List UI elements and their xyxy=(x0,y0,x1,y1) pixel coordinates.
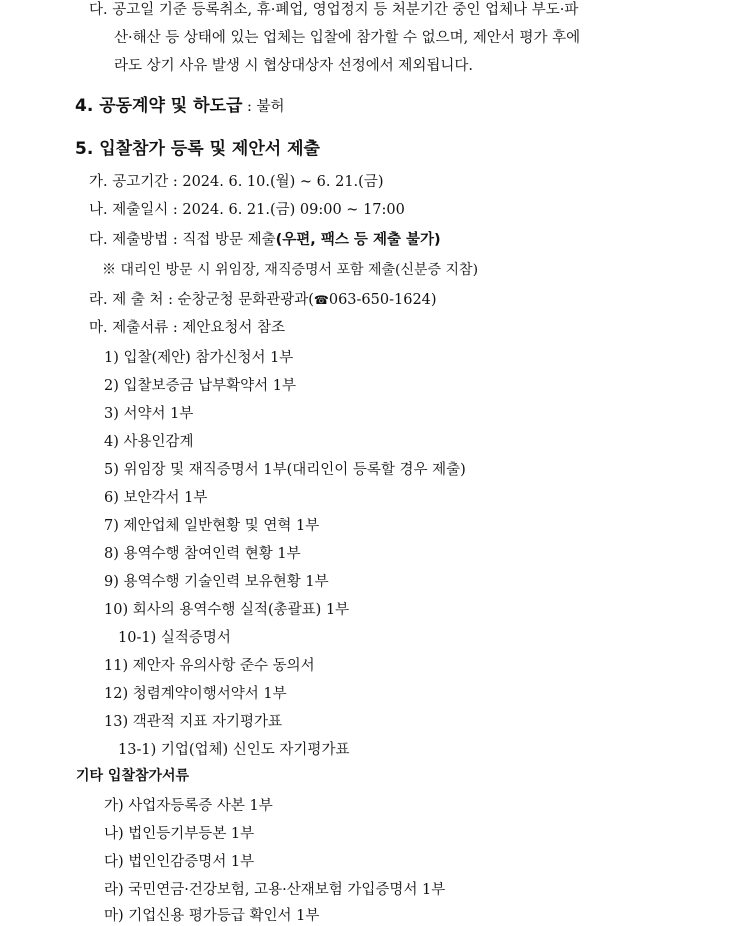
doc-item: 5) 위임장 및 재직증명서 1부(대리인이 등록할 경우 제출) xyxy=(104,462,466,478)
method-bold: (우편, 팩스 등 제출 불가) xyxy=(275,232,441,248)
notice-d-line2: 산·해산 등 상태에 있는 업체는 입찰에 참가할 수 없으며, 제안서 평가 후에 xyxy=(114,30,581,46)
doc-item: 2) 입찰보증금 납부확약서 1부 xyxy=(104,378,297,394)
section5-method xyxy=(89,230,441,250)
doc-item: 12) 청렴계약이행서약서 1부 xyxy=(104,686,287,702)
doc-item: 13) 객관적 지표 자기평가표 xyxy=(104,714,283,730)
doc-item: 7) 제안업체 일반현황 및 연혁 1부 xyxy=(104,518,320,534)
section5-docs-title: 마. 제출서류 : 제안요청서 참조 xyxy=(89,320,286,336)
doc-item: 3) 서약서 1부 xyxy=(104,406,194,422)
place-prefix: 라. 제 출 처 : 순창군청 문화관광과( xyxy=(89,292,314,308)
section5-place xyxy=(89,290,437,310)
section5-heading: 5. 입찰참가 등록 및 제안서 제출 xyxy=(75,139,320,159)
doc-item: 11) 제안자 유의사항 준수 동의서 xyxy=(104,658,315,674)
phone-icon: ☎ xyxy=(313,293,329,307)
doc-subitem: 13-1) 기업(업체) 신인도 자기평가표 xyxy=(118,742,350,758)
section4-value: : 불허 xyxy=(242,99,285,115)
doc-item: 6) 보안각서 1부 xyxy=(104,490,208,506)
notice-d-line3: 라도 상기 사유 발생 시 협상대상자 선정에서 제외됩니다. xyxy=(114,58,474,74)
place-phone: 063-650-1624) xyxy=(328,292,437,308)
other-doc-item: 라) 국민연금·건강보험, 고용·산재보험 가입증명서 1부 xyxy=(104,882,446,898)
doc-item: 9) 용역수행 기술인력 보유현황 1부 xyxy=(104,574,329,590)
notice-d-line1: 다. 공고일 기준 등록취소, 휴·폐업, 영업정지 등 처분기간 중인 업체나 부도·파 xyxy=(89,2,579,18)
doc-item: 10) 회사의 용역수행 실적(총괄표) 1부 xyxy=(104,602,350,618)
other-doc-item: 마) 기업신용 평가등급 확인서 1부 xyxy=(104,908,320,924)
section4-heading xyxy=(75,94,285,119)
proxy-note: ※ 대리인 방문 시 위임장, 재직증명서 포함 제출(신분증 지참) xyxy=(102,262,479,278)
doc-item: 4) 사용인감계 xyxy=(104,434,194,450)
doc-item: 8) 용역수행 참여인력 현황 1부 xyxy=(104,546,301,562)
doc-subitem: 10-1) 실적증명서 xyxy=(118,630,231,646)
section5-submit-date: 나. 제출일시 : 2024. 6. 21.(금) 09:00 ~ 17:00 xyxy=(89,202,405,218)
other-doc-item: 나) 법인등기부등본 1부 xyxy=(104,826,255,842)
doc-item: 1) 입찰(제안) 참가신청서 1부 xyxy=(104,350,294,366)
section5-period: 가. 공고기간 : 2024. 6. 10.(월) ~ 6. 21.(금) xyxy=(89,174,384,190)
other-doc-item: 다) 법인인감증명서 1부 xyxy=(104,854,255,870)
method-prefix: 다. 제출방법 : 직접 방문 제출 xyxy=(89,232,276,248)
other-doc-item: 가) 사업자등록증 사본 1부 xyxy=(104,798,273,814)
other-docs-heading: 기타 입찰참가서류 xyxy=(76,768,190,784)
section4-title: 4. 공동계약 및 하도급 xyxy=(75,96,243,116)
